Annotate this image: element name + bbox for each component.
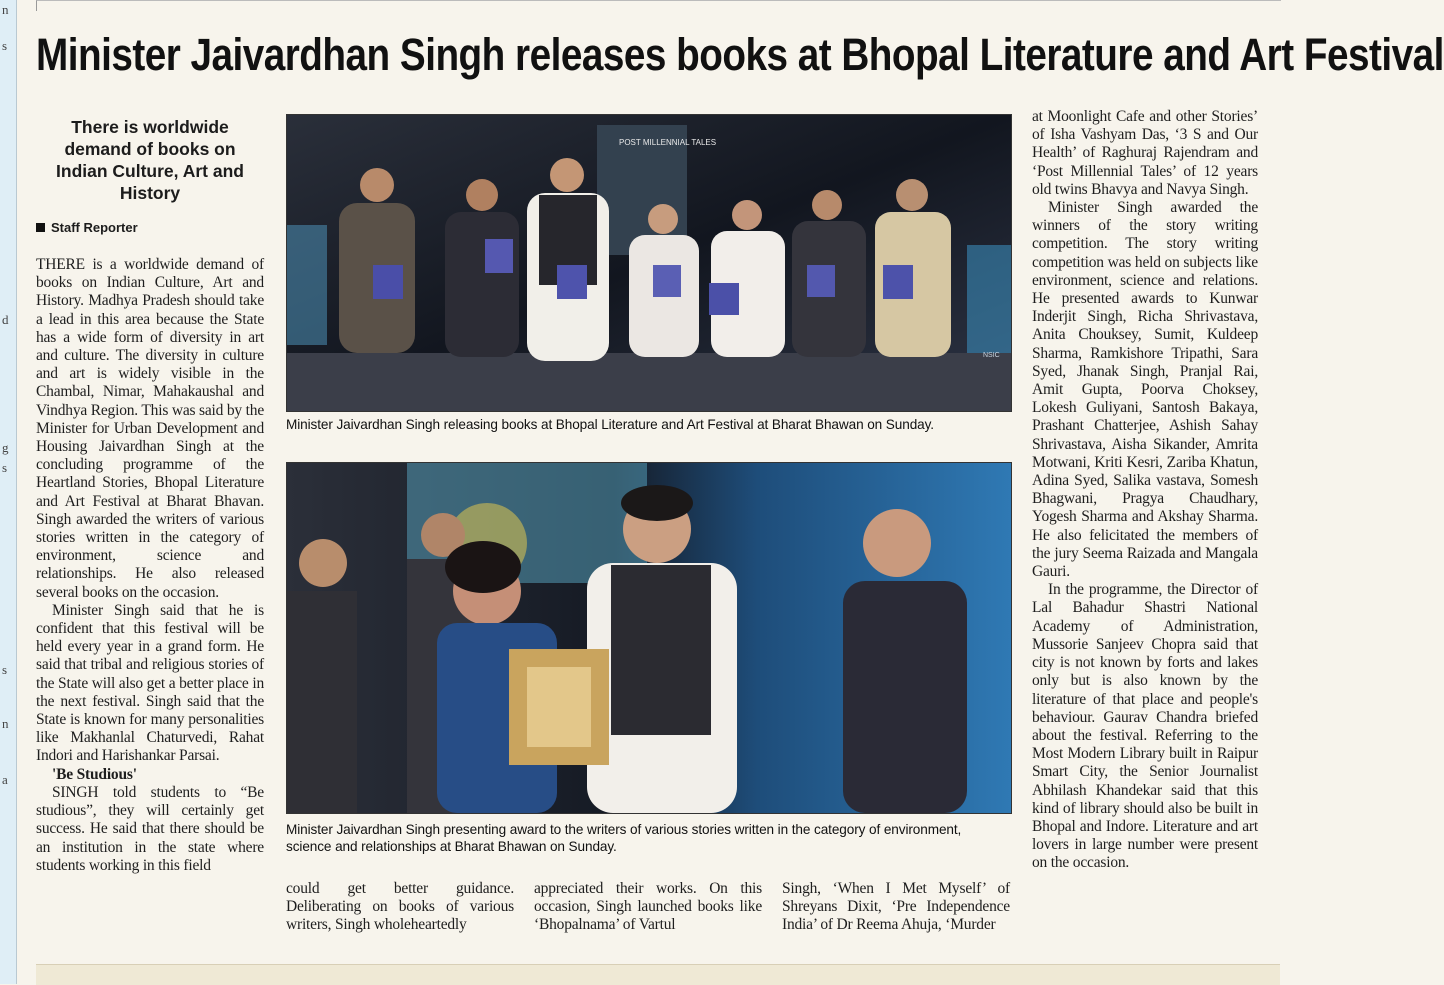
edge-mark: n — [2, 2, 9, 17]
edge-mark: s — [2, 460, 8, 475]
stage-mark: NSIC — [983, 352, 1000, 359]
edge-mark: g — [2, 440, 9, 455]
page-border — [36, 0, 1281, 11]
banner-text: POST MILLENNIAL TALES — [619, 138, 717, 147]
paragraph: Minister Singh awarded the winners of the story writing competition. The story writing competition was held on subjects like environment, science and relations. He presented awards to Kunwar Inderjit Singh, Richa Shrivastava, Anita Chouksey, Sumit, Kuldeep Sharma, Ramkishore Tripathi, Sara Syed, Jhanak Singh, Pranjal Rai, Amit Gupta, Poorva Choksey, Lokesh Guliyani, Santosh Bakaya, Prashant Chatterjee, Ashish Sahay Shrivastava, Aisha Sikander, Amrita Motwani, Kriti Kesri, Zariba Khatun, Adina Syed, Salika vastava, Somesh Bhagwani, Pragya Chaudhary, Yogesh Sharma and Akshay Sharma. He also felicitated the members of the jury Seema Raizada and Mangala Gauri. — [1032, 199, 1258, 581]
photo-caption: Minister Jaivardhan Singh releasing books at Bhopal Literature and Art Festival at Bharat Bhawan on Sunday. — [286, 417, 934, 432]
paragraph: could get better guidance. Deliberating on books of various writers, Singh wholeheartedly — [286, 880, 514, 934]
article-headline: Minister Jaivardhan Singh releases books at Bhopal Literature and Art Festival — [36, 29, 1444, 80]
paragraph: at Moonlight Cafe and other Stories’ of Isha Vashyam Das, ‘3 S and Our Health’ of Raghuraj Rajendram and ‘Post Millennial Tales’ of 12 years old twins Bhavya and Navya Singh. — [1032, 108, 1258, 198]
paragraph: Singh, ‘When I Met Myself’ of Shreyans Dixit, ‘Pre Independence India’ of Dr Reema Ahuja, ‘Murder — [782, 880, 1010, 934]
article-column-1 — [36, 256, 264, 875]
subheading: 'Be Studious' — [52, 765, 137, 783]
paragraph: In the programme, the Director of Lal Bahadur Shastri National Academy of Administration, Mussorie Sanjeev Chopra said that city is not known by forts and lakes only but is also known by the literature of that place and people's behaviour. Gaurav Chandra briefed about the festival. Referring to the Most Modern Library built in Raipur Smart City, the Senior Journalist Abhilash Khandekar said that this kind of library should also be built in Bhopal and Indore. Literature and art lovers in large number were present on the occasion. — [1032, 581, 1258, 872]
article-column-3 — [534, 880, 762, 935]
photo-award-presentation — [286, 462, 1012, 814]
edge-mark: n — [2, 716, 9, 731]
byline — [36, 220, 138, 235]
paragraph: SINGH told students to “Be studious”, they will certainly get success. He said that there should be an institution in the state where students working in this field — [36, 783, 264, 874]
article-column-2 — [286, 880, 514, 935]
edge-mark: s — [2, 662, 8, 677]
photo-caption: Minister Jaivardhan Singh presenting award to the writers of various stories written in the category of environment, science and relationships at Bharat Bhawan on Sunday. — [286, 822, 962, 854]
edge-mark: d — [2, 312, 9, 327]
article-column-4 — [782, 880, 1010, 935]
paragraph: appreciated their works. On this occasion, Singh launched books like ‘Bhopalnama’ of Vartul — [534, 880, 762, 934]
adjacent-page-strip — [0, 0, 17, 984]
paragraph: THERE is a worldwide demand of books on Indian Culture, Art and History. Madhya Pradesh should take a lead in this area because the State has a wide form of diversity in art and culture. The diversity in culture and art is widely visible in the Chambal, Nimar, Mahakaushal and Vindhya Region. This was said by the Minister for Urban Development and Housing Jaivardhan Singh at the concluding programme of the Heartland Stories, Bhopal Literature and Art Festival at Bharat Bhavan. Singh awarded the writers of various stories written in the category of environment, science and relationships. He also released several books on the occasion. — [36, 256, 264, 601]
edge-mark: s — [2, 38, 8, 53]
photo-book-release — [286, 114, 1012, 412]
page-footer-band — [36, 964, 1280, 985]
paragraph: Minister Singh said that he is confident that this festival will be held every year in a grand form. He said that tribal and religious stories of the State will also get a better place in the next festival. Singh said that the State is known for many personalities like Makhanlal Chaturvedi, Rahat Indori and Harishankar Parsai. — [36, 601, 264, 765]
edge-mark: a — [2, 772, 8, 787]
byline-text: Staff Reporter — [51, 220, 138, 235]
article-subhead: There is worldwide demand of books on Indian Culture, Art and History — [56, 117, 244, 203]
byline-square-icon — [36, 223, 45, 232]
article-column-5 — [1032, 108, 1258, 873]
